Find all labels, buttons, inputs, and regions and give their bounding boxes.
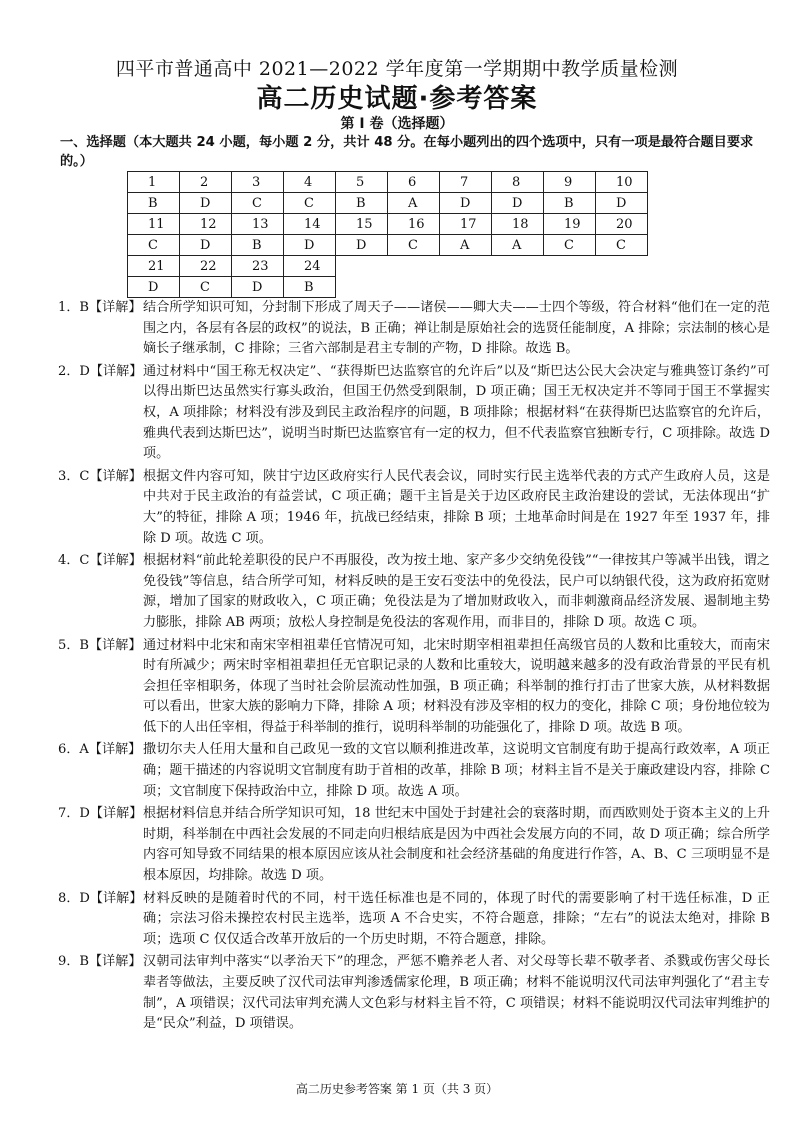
explanation-number: 3．C【详解】 [58,468,142,484]
answer-table-cell: 23 [232,256,284,277]
section-instructions: 一、选择题（本大题共 24 小题，每小题 2 分，共计 48 分。在每小题列出的四个选项中，只有一项是最符合题目要求的。） [60,135,754,169]
answer-table-cell: 11 [128,214,180,235]
answer-table-cell [440,256,492,277]
answer-table-cell: C [128,235,180,256]
answer-table-cell: C [596,235,648,256]
explanation-number: 8．D【详解】 [58,890,143,906]
answer-table-cell: B [232,235,284,256]
answer-table-cell: 5 [336,172,388,193]
explanation-text: 通过材料中“国王称无权决定”、“获得斯巴达监察官的允许后”以及“斯巴达公民大会决定与雅典签订条约”可以得出斯巴达虽然实行寡头政治，但国王仍然受到限制，D 项正确；国王无权决定并不等同于国王不掌握实权，A 项排除；材料没有涉及到民主政治程序的问题，B 项排除；根据材料“在获得斯巴达监察官的允许后，雅典代表到达斯巴达”，说明当时斯巴达监察官有一定的权力，但不代表监察官独断专行，C 项排除。故选 D 项。 [143,363,770,462]
explanation-item [58,362,770,465]
volume-heading: 第 I 卷（选择题） [340,116,454,132]
answer-table-row [128,277,648,298]
page-footer: 高二历史参考答案 第 1 页（共 3 页） [295,1082,499,1096]
explanation-item [58,889,770,951]
answer-table-cell: 18 [492,214,544,235]
answer-table-cell: 3 [232,172,284,193]
explanation-number: 9．B【详解】 [58,954,142,970]
answer-table-row [128,214,648,235]
answer-table-cell: D [284,235,336,256]
answer-table-cell: C [180,277,232,298]
answer-table-cell: 7 [440,172,492,193]
answer-table-row [128,235,648,256]
answer-table-cell [336,277,388,298]
answer-table-cell: C [284,193,336,214]
answer-table-cell: D [232,277,284,298]
explanation-number: 7．D【详解】 [58,806,143,822]
answer-table-cell: 8 [492,172,544,193]
answer-table-cell: 2 [180,172,232,193]
explanation-item [58,298,770,360]
answer-table-cell: B [284,277,336,298]
explanation-item [58,636,770,739]
answer-table-cell: D [180,235,232,256]
answer-table-cell: A [492,235,544,256]
answer-table-row [128,193,648,214]
explanation-number: 6．A【详解】 [58,742,142,758]
answer-table-cell: 9 [544,172,596,193]
answer-table-cell: B [128,193,180,214]
explanation-text: 汉朝司法审判中落实“以孝治天下”的理念，严惩不赡养老人者、对父母等长辈不敬孝者、杀戮或伤害父母长辈者等做法，主要反映了汉代司法审判渗透儒家伦理，B 项正确；材料不能说明汉代司法审判强化了“君主专制”，A 项错误；汉代司法审判充满人文色彩与材料主旨不符，C 项错误；材料不能说明汉代司法审判维护的是“民众”利益，D 项错误。 [143,954,770,1032]
answer-table-cell: D [336,235,388,256]
answer-table-cell: 16 [388,214,440,235]
answer-table-cell: 20 [596,214,648,235]
answer-table-cell [596,256,648,277]
answer-table-cell: 19 [544,214,596,235]
answer-table-cell: C [232,193,284,214]
answer-table-cell: D [492,193,544,214]
answer-table-cell: 22 [180,256,232,277]
answer-table-cell [336,256,388,277]
explanation-item [58,804,770,886]
explanation-number: 1．B【详解】 [58,300,142,315]
answer-table-cell: D [440,193,492,214]
answer-table-row [128,172,648,193]
answer-table-cell: 21 [128,256,180,277]
explanation-item [58,740,770,802]
explanation-text: 根据材料“前此轮差职役的民户不再服役，改为按土地、家产多少交纳免役钱”“一律按其户等减半出钱，谓之免役钱”等信息，结合所学可知，材料反映的是王安石变法中的免役法，民户可以纳银代役，这为政府拓宽财源，增加了国家的财政收入，C 项正确；免役法是为了增加财政收入，而非刺激商品经济发展、遏制地主势力膨胀，排除 AB 两项；放松人身控制是免役法的客观作用，而非目的，排除 D 项。故选 C 项。 [143,553,770,630]
answer-table-cell: A [388,193,440,214]
explanation-number: 5．B【详解】 [58,637,142,653]
answer-table-cell: C [544,235,596,256]
explanation-text: 根据材料信息并结合所学知识可知，18 世纪末中国处于封建社会的衰落时期，而西欧则处于资本主义的上升时期，科举制在中西社会发展的不同走向归根结底是因为中西社会发展方向的不同，故 D 项正确；综合所学内容可知导致不同结果的根本原因应该从社会制度和社会经济基础的角度进行作答，A、B、C 三项明显不是根本原因，均排除。故选 D 项。 [143,806,770,884]
answer-table-cell: 6 [388,172,440,193]
explanation-item [58,952,770,1034]
answer-table-cell: 4 [284,172,336,193]
explanation-text: 根据文件内容可知，陕甘宁边区政府实行人民代表会议，同时实行民主选举代表的方式产生政府人员，这是中共对于民主政治的有益尝试，C 项正确；题干主旨是关于边区政府民主政治建设的尝试，无法体现出“扩大”的特征，排除 A 项；1946 年，抗战已经结束，排除 B 项；土地革命时间是在 1927 年至 1937 年，排除 D 项。故选 C 项。 [143,468,770,546]
answer-table-cell [440,277,492,298]
answer-table-cell: 1 [128,172,180,193]
explanation-text: 材料反映的是随着时代的不同，村干选任标准也是不同的，体现了时代的需要影响了村干选任标准，D 正确；宗法习俗未操控农村民主选举，选项 A 不合史实，不符合题意，排除；“左右”的说法太绝对，排除 B 项；选项 C 仅仅适合改革开放后的一个历史时期，不符合题意，排除。 [143,890,770,947]
answer-table-cell: C [388,235,440,256]
answer-table-cell: 24 [284,256,336,277]
explanation-item [58,467,770,549]
explanation-text: 通过材料中北宋和南宋宰相祖辈任官情况可知，北宋时期宰相祖辈担任高级官员的人数和比重较大，而南宋时有所减少；两宋时宰相祖辈担任无官职记录的人数和比重较大，说明越来越多的没有政治背景的平民有机会担任宰相职务，体现了当时社会阶层流动性加强，B 项正确；科举制的推行打击了世家大族，从材料数据可以看出，世家大族的影响力下降，排除 A 项；材料没有涉及宰相的权力的变化，排除 C 项；身份地位较为低下的人出任宰相，得益于科举制的推行，说明科举制的功能强化了，排除 D 项。故选 B 项。 [143,637,770,735]
explanation-number: 4．C【详解】 [58,553,142,569]
explanation-text: 撒切尔夫人任用大量和自己政见一致的文官以顺利推进改革，这说明文官制度有助于提高行政效率，A 项正确；题干描述的内容说明文官制度有助于首相的改革，排除 B 项；材料主旨不是关于廉政建设内容，排除 C 项；文官制度下保持政治中立，排除 D 项。故选 A 项。 [143,742,770,799]
answer-table-cell [388,256,440,277]
answer-table-cell [544,256,596,277]
answer-table-cell: A [440,235,492,256]
answer-table-cell: D [596,193,648,214]
answer-table-cell: 15 [336,214,388,235]
explanation-list [58,298,770,1037]
answer-table-cell [492,256,544,277]
answer-table-cell [492,277,544,298]
answer-table-cell: 17 [440,214,492,235]
answer-table-cell [544,277,596,298]
answer-table-cell [388,277,440,298]
explanation-item [58,551,770,633]
answer-table-cell: 10 [596,172,648,193]
answer-table-row [128,256,648,277]
exam-title: 四平市普通高中 2021—2022 学年度第一学期期中教学质量检测 [115,58,679,80]
answer-table-cell: B [336,193,388,214]
answer-table-cell: B [544,193,596,214]
answer-table-cell: 13 [232,214,284,235]
answer-table-cell: D [128,277,180,298]
explanation-text: 结合所学知识可知，分封制下形成了周天子——诸侯——卿大夫——士四个等级，符合材料“他们在一定的范围之内，各层有各层的政权”的说法，B 正确；禅让制是原始社会的选贤任能制度，A 排除；宗法制的核心是嫡长子继承制，C 排除；三省六部制是君主专制的产物，D 排除。故选 B。 [143,300,770,357]
answer-table-cell: D [180,193,232,214]
answer-table-cell [596,277,648,298]
answer-table-cell: 12 [180,214,232,235]
subject-title: 高二历史试题·参考答案 [256,84,538,114]
explanation-number: 2．D【详解】 [58,363,143,379]
answer-table [127,171,648,298]
answer-table-cell: 14 [284,214,336,235]
